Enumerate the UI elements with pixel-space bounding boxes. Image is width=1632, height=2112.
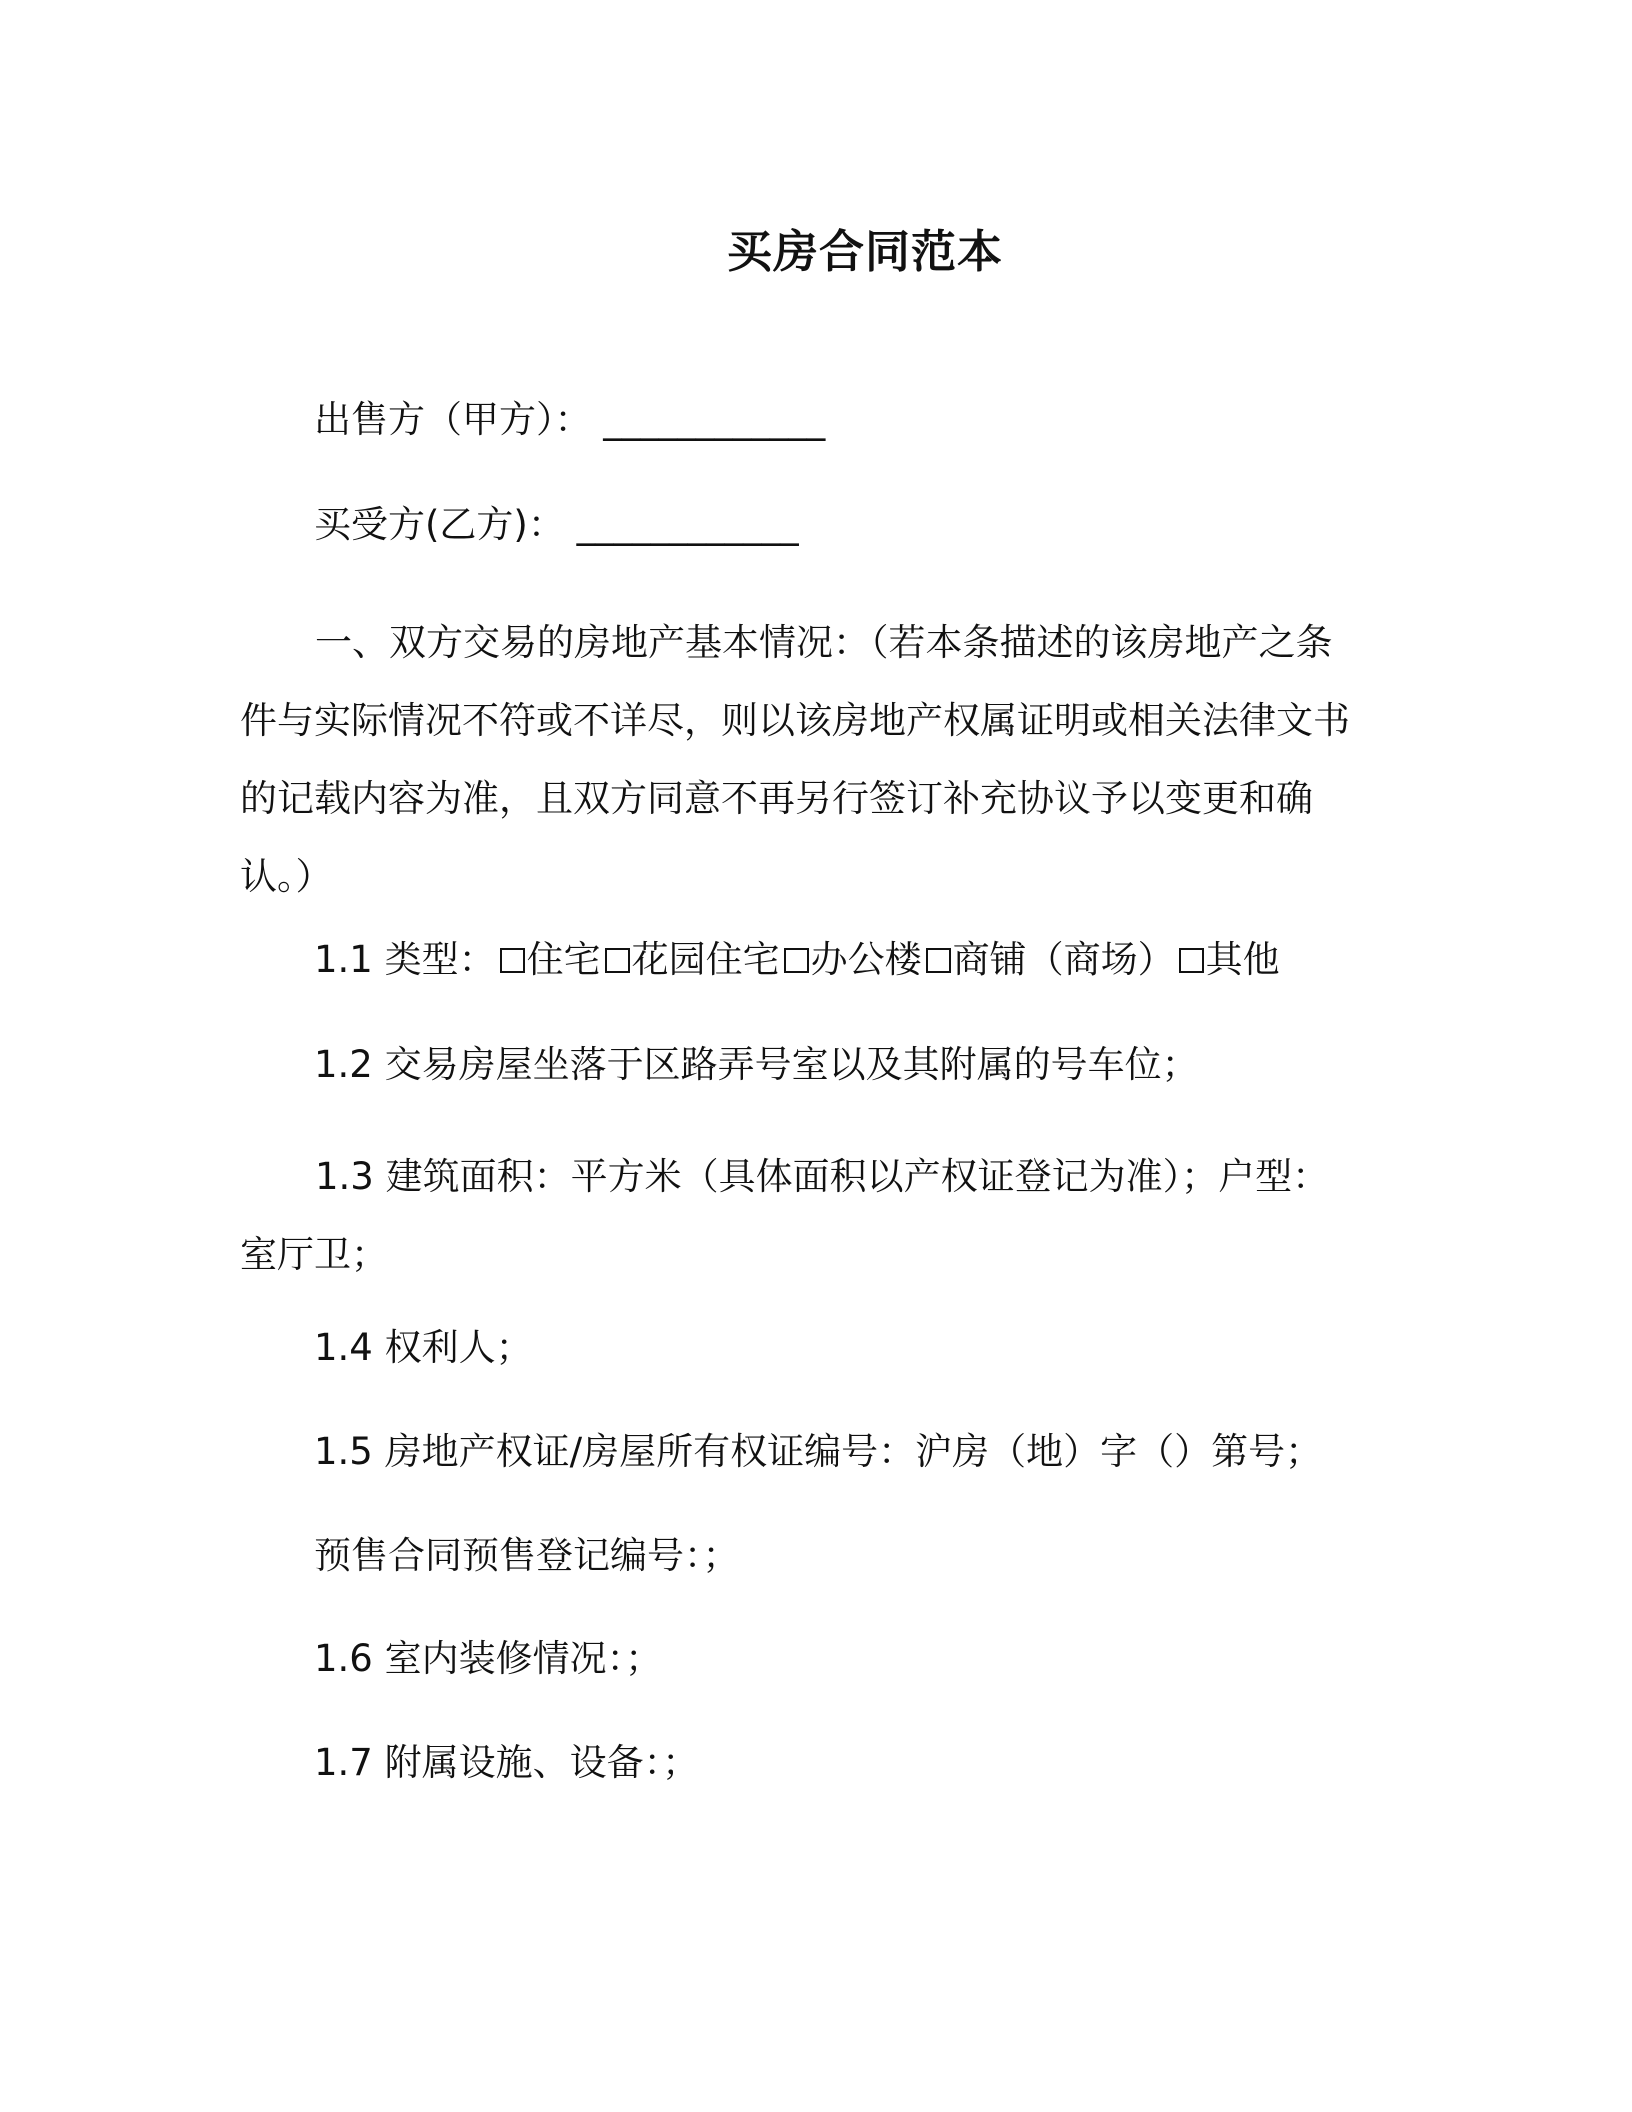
section-1-intro: 一、双方交易的房地产基本情况：（若本条描述的该房地产之条件与实际情况不符或不详尽，则以该房地产权属证明或相关法律文书的记载内容为准，且双方同意不再另行签订补充协议予以变更和确认。） [240, 621, 1350, 898]
option-label: 商铺（商场） [952, 938, 1175, 981]
item-1-3: 1.3 建筑面积：平方米（具体面积以产权证登记为准）；户型：室厅卫； [240, 1155, 1330, 1276]
presale-registration-line: 预售合同预售登记编号：； [314, 1534, 740, 1577]
checkbox-icon[interactable] [784, 948, 809, 973]
checkbox-icon[interactable] [926, 948, 951, 973]
type-option-residential[interactable] [496, 938, 601, 981]
option-label: 住宅 [526, 938, 601, 981]
item-1-7: 1.7 附属设施、设备：； [314, 1741, 700, 1784]
seller-line: 出售方（甲方）： ____________ [314, 398, 826, 441]
option-label: 办公楼 [810, 938, 922, 981]
item-1-1-prefix: 1.1 类型： [314, 938, 496, 981]
checkbox-icon[interactable] [1179, 948, 1204, 973]
type-option-office[interactable] [780, 938, 922, 981]
item-1-6: 1.6 室内装修情况：； [314, 1637, 663, 1680]
type-option-shop[interactable] [922, 938, 1175, 981]
item-1-1 [314, 935, 1280, 985]
type-option-other[interactable] [1175, 938, 1280, 981]
checkbox-icon[interactable] [500, 948, 525, 973]
item-1-4: 1.4 权利人； [314, 1326, 533, 1369]
option-label: 花园住宅 [631, 938, 780, 981]
document-title: 买房合同范本 [726, 225, 1003, 278]
checkbox-icon[interactable] [605, 948, 630, 973]
type-option-garden-residential[interactable] [601, 938, 780, 981]
buyer-line: 买受方(乙方)： ____________ [314, 503, 799, 546]
option-label: 其他 [1205, 938, 1280, 981]
item-1-5: 1.5 房地产权证/房屋所有权证编号：沪房（地）字（）第号； [314, 1430, 1323, 1473]
item-1-2: 1.2 交易房屋坐落于区路弄号室以及其附属的号车位； [314, 1043, 1199, 1086]
